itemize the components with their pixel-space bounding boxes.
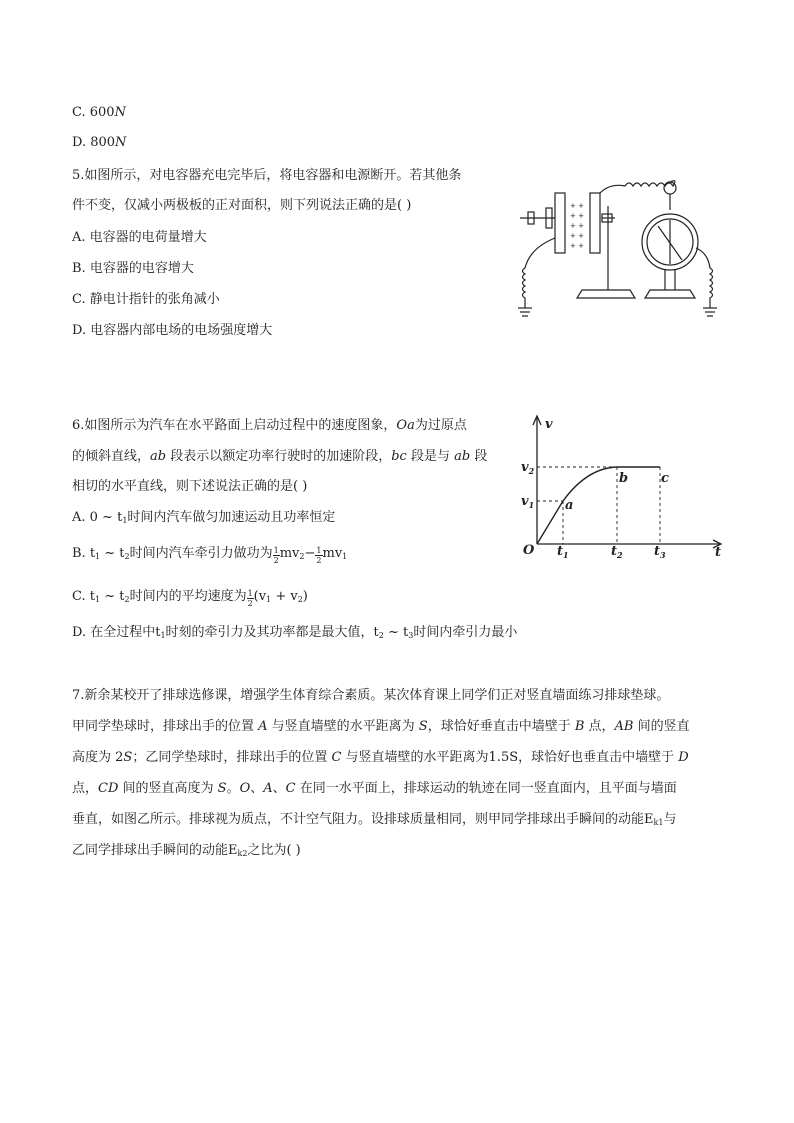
point-b-label: b [619, 471, 629, 486]
q4-option-c: C. 600N [72, 105, 126, 120]
q5-option-c: C. 静电计指针的张角减小 [72, 292, 220, 307]
svg-text:+ +: + + [570, 202, 584, 210]
q5-option-a: A. 电容器的电荷量增大 [72, 230, 207, 245]
q5-stem-line1: 5.如图所示，对电容器充电完毕后，将电容器和电源断开。若其他条 [72, 168, 462, 183]
q7-line3: 高度为 2S；乙同学垫球时，排球出手的位置 C 与竖直墙壁的水平距离为1.5S，球恰好也垂直击中墙壁于 D [72, 750, 689, 765]
q6-option-a: A. 0 ~ $t_1$时间内汽车做匀加速运动且功率恒定 [72, 510, 336, 525]
q7-line1: 7.新余某校开了排球选修课，增强学生体育综合素质。某次体育课上同学们正对竖直墙面练习排球垫球。 [72, 688, 670, 703]
svg-text:+ +: + + [570, 232, 584, 240]
velocity-curve [537, 467, 660, 544]
q5-option-d: D. 电容器内部电场的电场强度增大 [72, 323, 273, 338]
point-c-label: c [661, 471, 669, 486]
origin-label: O [523, 543, 535, 558]
t2-label: $t_2$ [611, 544, 623, 560]
fraction-half: $\frac{1}{2}$ [273, 546, 279, 565]
capacitor-electroscope-figure [510, 168, 735, 323]
fraction-half: $\frac{1}{2}$ [316, 546, 322, 565]
q6-stem-line3: 相切的水平直线，则下述说法正确的是( ) [72, 479, 308, 494]
q6-option-c: C. $t_1$ ~ $t_2$时间内的平均速度为 $\frac{1}{2}$ $(v_1 + v_2)$ [72, 589, 308, 608]
q5-stem-line2: 件不变，仅减小两极板的正对面积，则下列说法正确的是( ) [72, 198, 412, 213]
q6-stem-line1: 6.如图所示为汽车在水平路面上启动过程中的速度图象，Oa为过原点 [72, 418, 467, 433]
point-a-label: a [565, 498, 574, 513]
svg-text:+ +: + + [570, 242, 584, 250]
q6-stem-line2: 的倾斜直线，ab 段表示以额定功率行驶时的加速阶段，bc 段是与 ab 段 [72, 449, 488, 464]
t3-label: $t_3$ [654, 544, 666, 560]
q6-option-d: D. 在全过程中$t_1$时刻的牵引力及其功率都是最大值，$t_2$ ~ $t_3$时间内牵引力最小 [72, 625, 518, 640]
q7-line5: 垂直，如图乙所示。排球视为质点，不计空气阻力。设排球质量相同，则甲同学排球出手瞬间的动能$E_{k1}$与 [72, 812, 677, 827]
v-axis-label: v [545, 417, 553, 432]
svg-text:+ +: + + [570, 222, 584, 230]
q7-line4: 点，CD 间的竖直高度为 S。O、A、C 在同一水平面上，排球运动的轨迹在同一竖直面内，且平面与墙面 [72, 781, 677, 796]
v2-label: $v_2$ [521, 460, 535, 476]
t-axis-label: t [715, 545, 722, 560]
q6-option-b: B. $t_1$ ~ $t_2$时间内汽车牵引力做功为 $\frac{1}{2}$ $mv_2-$ $\frac{1}{2}$ $mv_1$ [72, 546, 348, 565]
q5-option-b: B. 电容器的电容增大 [72, 261, 194, 276]
svg-text:+ +: + + [570, 212, 584, 220]
t1-label: $t_1$ [557, 544, 569, 560]
fraction-half: $\frac{1}{2}$ [247, 589, 253, 608]
q7-line6: 乙同学排球出手瞬间的动能$E_{k2}$之比为( ) [72, 843, 301, 858]
v1-label: $v_1$ [521, 494, 535, 510]
q4-option-d: D. 800N [72, 135, 127, 150]
velocity-time-graph [515, 410, 735, 560]
q7-line2: 甲同学垫球时，排球出手的位置 A 与竖直墙壁的水平距离为 S，球恰好垂直击中墙壁于 B 点，AB 间的竖直 [72, 719, 690, 734]
